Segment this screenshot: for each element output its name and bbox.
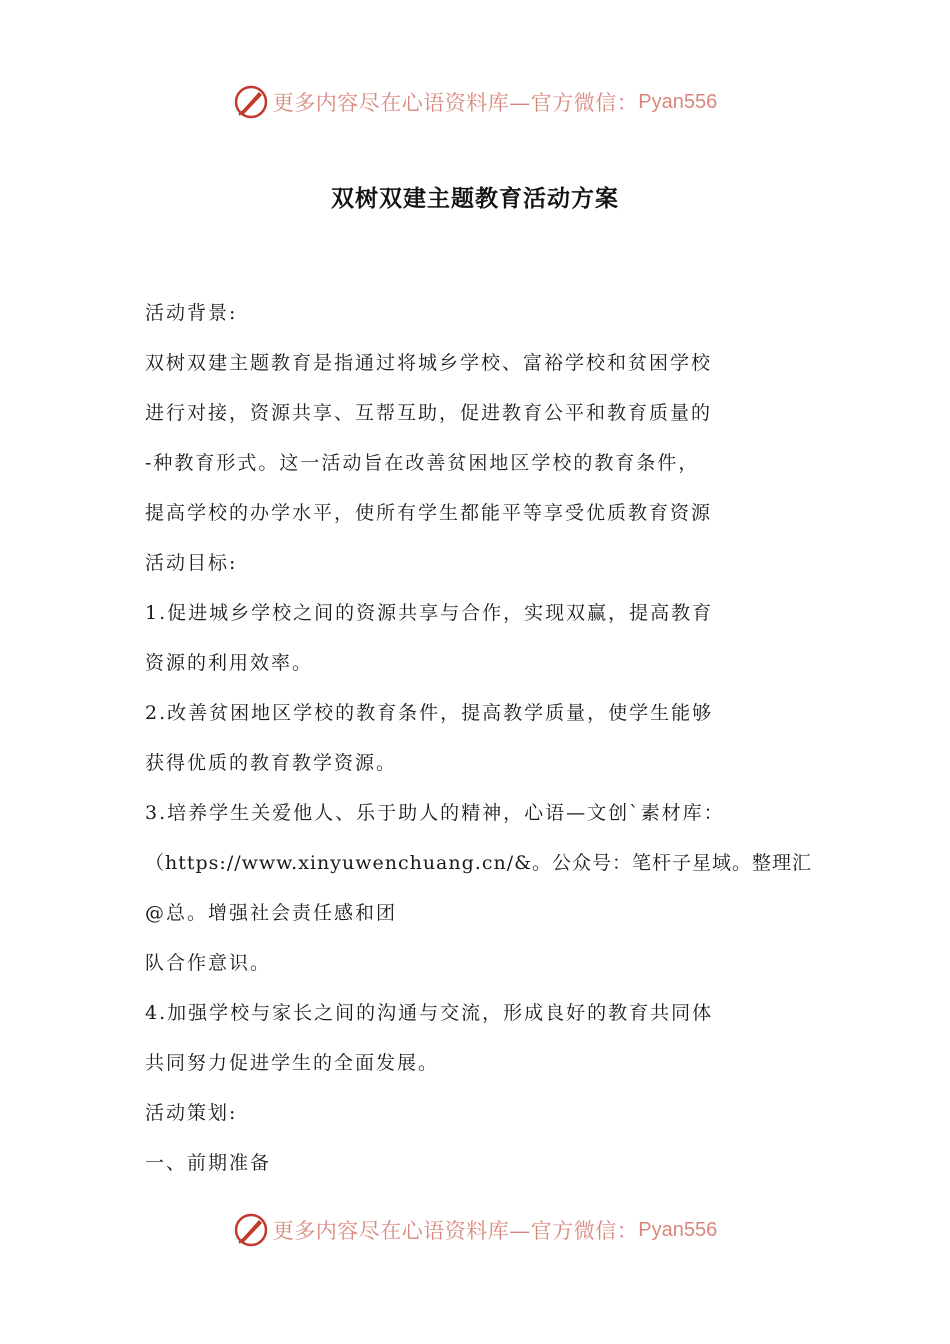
quill-pen-logo-icon: [233, 84, 269, 120]
paragraph-line: 进行对接，资源共享、互帮互助，促进教育公平和教育质量的: [145, 402, 713, 424]
paragraph-line: 资源的利用效率。: [145, 652, 314, 674]
watermark-wechat-id: Pyan556: [638, 90, 718, 113]
paragraph-line: 3.培养学生关爱他人、乐于助人的精神，心语—文创`素材库：: [145, 802, 725, 824]
watermark-text: 更多内容尽在心语资料库—官方微信：: [272, 91, 639, 115]
paragraph-line: 双树双建主题教育是指通过将城乡学校、富裕学校和贫困学校: [145, 352, 713, 374]
quill-pen-logo-icon: [233, 1212, 269, 1248]
paragraph-line: @总。增强社会责任感和团: [145, 902, 398, 924]
paragraph-line: 1.促进城乡学校之间的资源共享与合作，实现双赢，提高教育: [145, 602, 714, 624]
watermark-wechat-id: Pyan556: [638, 1218, 718, 1241]
footer-watermark: [0, 1210, 950, 1250]
paragraph-line: 活动目标:: [145, 552, 238, 574]
paragraph-line: 2.改善贫困地区学校的教育条件，提高教学质量，使学生能够: [145, 702, 714, 724]
paragraph-line: 活动策划:: [145, 1102, 238, 1124]
paragraph-line: 队合作意识。: [145, 952, 272, 974]
paragraph-line: 一、前期准备: [145, 1152, 272, 1174]
paragraph-line: 活动背景:: [145, 302, 238, 324]
paragraph-line: -种教育形式。这一活动旨在改善贫困地区学校的教育条件，: [145, 452, 700, 474]
watermark-text: 更多内容尽在心语资料库—官方微信：: [272, 1219, 639, 1243]
document-body: [145, 296, 825, 1196]
paragraph-line: 提高学校的办学水平，使所有学生都能平等享受优质教育资源: [145, 502, 713, 524]
paragraph-line: 共同努力促进学生的全面发展。: [145, 1052, 440, 1074]
paragraph-line-url: （https://www.xinyuwenchuang.cn/&。公众号：笔杆子星域。整理汇: [145, 852, 813, 874]
paragraph-line: 4.加强学校与家长之间的沟通与交流，形成良好的教育共同体: [145, 1002, 714, 1024]
paragraph-line: 获得优质的教育教学资源。: [145, 752, 398, 774]
header-watermark: [0, 82, 950, 122]
document-title: 双树双建主题教育活动方案: [331, 186, 619, 212]
